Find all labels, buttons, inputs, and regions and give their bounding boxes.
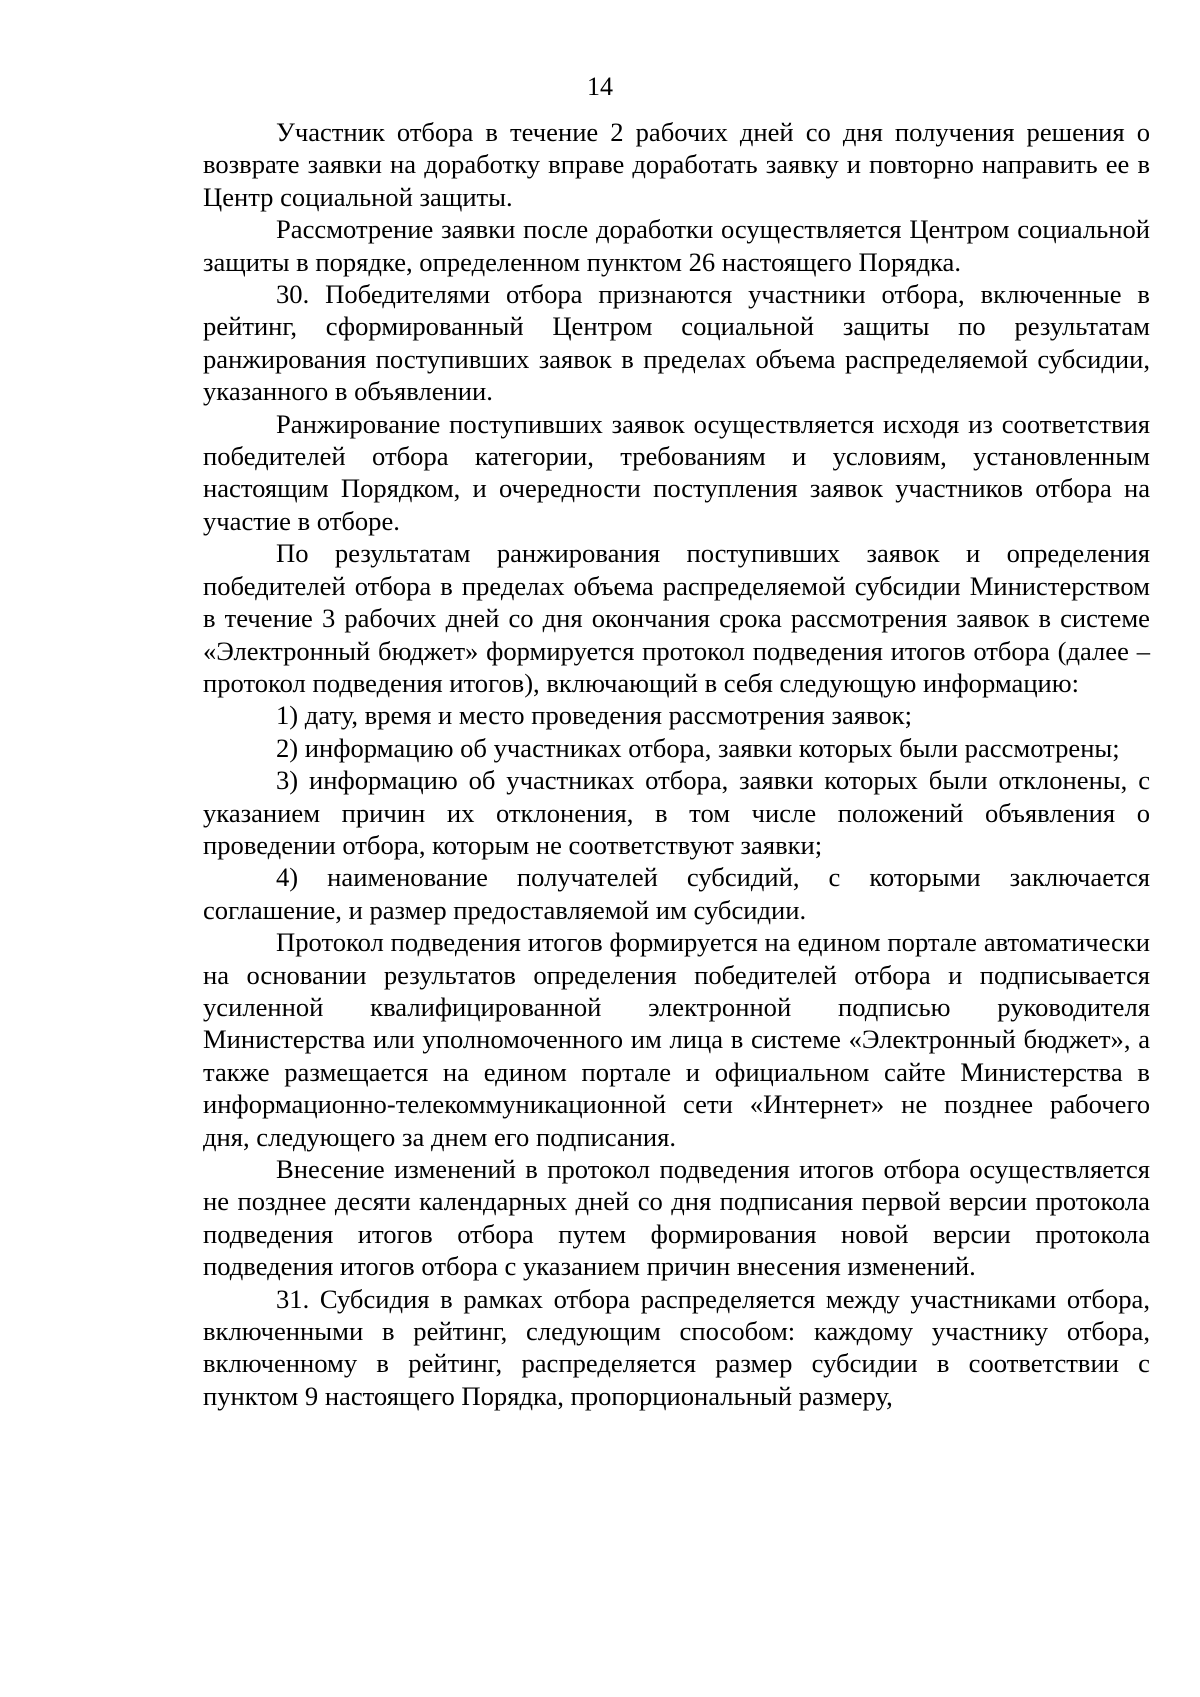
paragraph-ranking: Ранжирование поступивших заявок осуществляется исходя из соответствия победителей отбора категории, требованиям и условиям, установленным настоящим Порядком, и очередности поступления заявок участников отбора на участие в отборе.: [203, 408, 1150, 536]
page-number: 14: [587, 72, 613, 101]
paragraph-protocol-signing: Протокол подведения итогов формируется на едином портале автоматически на основании результатов определения победителей отбора и подписывается усиленной квалифицированной электронной подписью руководителя Министерства или уполномоченного им лица в системе «Электронный бюджет», а также размещается на едином портале и официальном сайте Министерства в информационно-телекоммуникационной сети «Интернет» не позднее рабочего дня, следующего за днем его подписания.: [203, 927, 1150, 1152]
paragraph-resubmission: Участник отбора в течение 2 рабочих дней со дня получения решения о возврате заявки на доработку вправе доработать заявку и повторно направить ее в Центр социальной защиты.: [203, 117, 1150, 212]
paragraph-item-31: 31. Субсидия в рамках отбора распределяется между участниками отбора, включенными в рейтинг, следующим способом: каждому участнику отбора, включенному в рейтинг, распределяется размер субсидии в соответствии с пунктом 9 настоящего Порядка, пропорциональный размеру,: [203, 1283, 1150, 1411]
paragraph-protocol-changes: Внесение изменений в протокол подведения итогов отбора осуществляется не позднее десяти календарных дней со дня подписания первой версии протокола подведения итогов отбора путем формирования новой версии протокола подведения итогов отбора с указанием причин внесения изменений.: [203, 1154, 1150, 1282]
document-body: [203, 116, 1150, 1412]
list-item-2: 2) информацию об участниках отбора, заявки которых были рассмотрены;: [276, 732, 1120, 763]
paragraph-item-30: 30. Победителями отбора признаются участники отбора, включенные в рейтинг, сформированный Центром социальной защиты по результатам ранжирования поступивших заявок в пределах объема распределяемой субсидии, указанного в объявлении.: [203, 279, 1150, 407]
list-item-3: 3) информацию об участниках отбора, заявки которых были отклонены, с указанием причин их отклонения, в том числе положений объявления о проведении отбора, которым не соответствуют заявки;: [203, 765, 1150, 860]
list-item-4: 4) наименование получателей субсидий, с которыми заключается соглашение, и размер предоставляемой им субсидии.: [203, 862, 1150, 925]
list-item-1: 1) дату, время и место проведения рассмотрения заявок;: [276, 700, 912, 731]
paragraph-review-after-revision: Рассмотрение заявки после доработки осуществляется Центром социальной защиты в порядке, определенном пунктом 26 настоящего Порядка.: [203, 214, 1150, 277]
paragraph-protocol-formation: По результатам ранжирования поступивших заявок и определения победителей отбора в пределах объема распределяемой субсидии Министерством в течение 3 рабочих дней со дня окончания срока рассмотрения заявок в системе «Электронный бюджет» формируется протокол подведения итогов отбора (далее – протокол подведения итогов), включающий в себя следующую информацию:: [203, 538, 1150, 698]
